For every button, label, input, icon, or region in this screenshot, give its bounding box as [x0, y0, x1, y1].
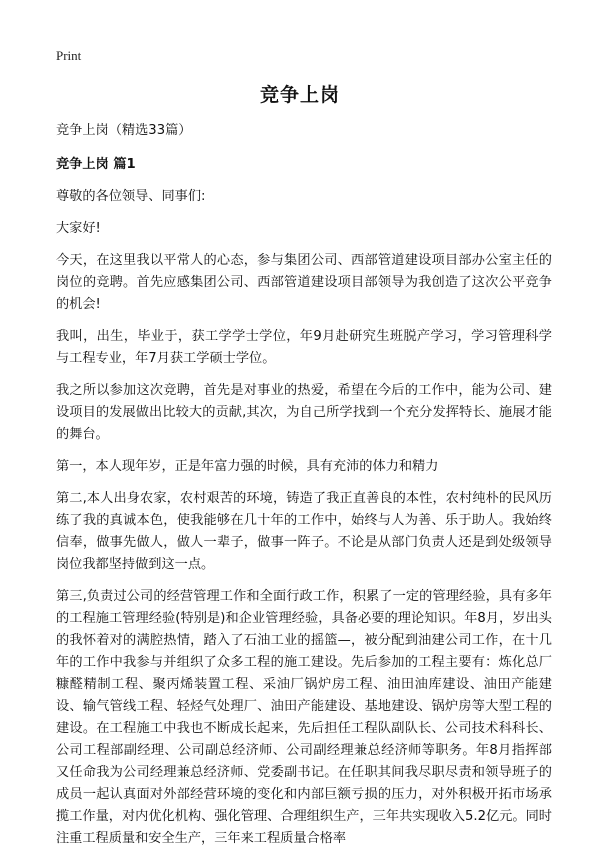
section-heading: 竞争上岗 篇1	[56, 157, 136, 172]
paragraph-point-three: 第三,负责过公司的经营管理工作和全面行政工作，积累了一定的管理经验，具有多年的工程施工管理经验(特别是)和企业管理经验，具备必要的理论知识。年8月，岁出头的我怀着对的满腔热情，踏入了石油工业的摇篮—，被分配到油建公司工作，在十几年的工作中我参与并组织了众多工程的施工建设。先后参加的工程主要有：炼化总厂糠醛精制工程、聚丙烯装置工程、采油厂锅炉房工程、油田油库建设、油田产能建设、输气管线工程、轻烃气处理厂、油田产能建设、基地建设、锅炉房等大型工程的建设。在工程施工中我也不断成长起来，先后担任工程队副队长、公司技术科科长、公司工程部副经理、公司副总经济师、公司副经理兼总经济师等职务。年8月指挥部又任命我为公司经理兼总经济师、党委副书记。在任职其间我尽职尽责和领导班子的成员一起认真面对外部经营环境的变化和内部巨额亏损的压力，对外积极开拓市场承揽工作量，对内优化机构、强化管理、合理组织生产，三年共实现收入5.2亿元。同时注重工程质量和安全生产，三年来工程质量合格率	[56, 589, 552, 846]
paragraph-motivation: 我之所以参加这次竞聘，首先是对事业的热爱，希望在今后的工作中，能为公司、建设项目的发展做出比较大的贡献,其次，为自己所学找到一个充分发挥特长、施展才能的舞台。	[56, 383, 552, 442]
print-link[interactable]: Print	[56, 48, 82, 63]
paragraph-salutation: 尊敬的各位领导、同事们:	[56, 189, 206, 204]
paragraph-point-one: 第一，本人现年岁，正是年富力强的时候，具有充沛的体力和精力	[56, 459, 439, 474]
paragraph-intro: 今天，在这里我以平常人的心态，参与集团公司、西部管道建设项目部办公室主任的岗位的竞聘。首先应感集团公司、西部管道建设项目部领导为我创造了这次公平竞争的机会!	[56, 253, 552, 312]
paragraph-greeting: 大家好!	[56, 221, 101, 236]
document-title: 竞争上岗	[259, 84, 340, 106]
paragraph-point-two: 第二,本人出身农家，农村艰苦的环境，铸造了我正直善良的本性，农村纯朴的民风历练了我的真诚本色，使我能够在几十年的工作中，始终与人为善、乐于助人。我始终信奉，做事先做人，做人一辈子，做事一阵子。不论是从部门负责人还是到处级领导岗位我都坚持做到这一点。	[56, 491, 552, 572]
paragraph-background: 我叫，出生，毕业于，获工学学士学位，年9月赴研究生班脱产学习，学习管理科学与工程专业，年7月获工学硕士学位。	[56, 329, 552, 366]
document-body	[56, 120, 552, 860]
document-subtitle: 竞争上岗（精选33篇）	[56, 123, 192, 138]
